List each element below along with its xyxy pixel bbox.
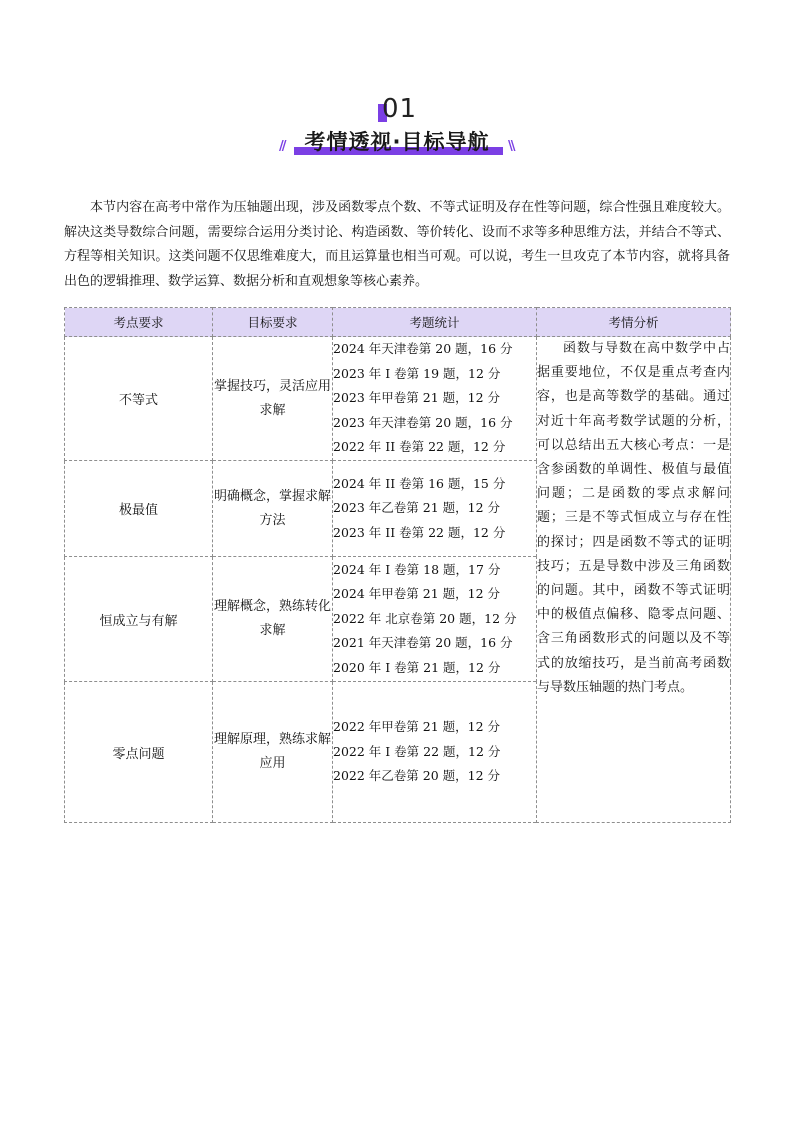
- header-stats: 考题统计: [333, 308, 537, 337]
- stat-line: 2023 年 II 卷第 22 题，12 分: [333, 524, 506, 540]
- goal-cell: 掌握技巧，灵活应用求解: [213, 337, 333, 461]
- stat-line: 2024 年甲卷第 21 题，12 分: [333, 586, 501, 602]
- stats-cell: [333, 682, 537, 823]
- topic-cell: 极最值: [65, 461, 213, 557]
- stat-line: 2023 年乙卷第 21 题，12 分: [333, 500, 501, 516]
- stat-line: 2024 年 II 卷第 16 题，15 分: [333, 475, 506, 491]
- goal-cell: 理解概念，熟练转化求解: [213, 557, 333, 682]
- goal-cell: 明确概念，掌握求解方法: [213, 461, 333, 557]
- goal-cell: 理解原理，熟练求解应用: [213, 682, 333, 823]
- analysis-cell: 函数与导数在高中数学中占据重要地位，不仅是重点考查内容，也是高等数学的基础。通过对近十年高考数学试题的分析，可以总结出五大核心考点：一是含参函数的单调性、极值与最值问题；二是函数的零点求解问题；三是不等式恒成立与存在性的探讨；四是函数不等式的证明技巧；五是导数中涉及三角函数的问题。其中，函数不等式证明中的极值点偏移、隐零点问题、含三角函数形式的问题以及不等式的放缩技巧，是当前高考函数与导数压轴题的热门考点。: [537, 337, 731, 823]
- topic-cell: 零点问题: [65, 682, 213, 823]
- header-goal: 目标要求: [213, 308, 333, 337]
- right-slash-decoration: \\: [508, 139, 514, 154]
- stats-cell: [333, 557, 537, 682]
- table-header-row: [65, 308, 731, 337]
- stats-cell: [333, 461, 537, 557]
- stat-line: 2021 年天津卷第 20 题，16 分: [333, 635, 513, 651]
- exam-analysis-table: [64, 307, 731, 823]
- section-number: 01: [382, 94, 418, 124]
- table-row: [65, 337, 731, 461]
- left-slash-decoration: //: [279, 139, 285, 154]
- topic-cell: 恒成立与有解: [65, 557, 213, 682]
- stat-line: 2022 年 北京卷第 20 题，12 分: [333, 610, 517, 626]
- stat-line: 2022 年 I 卷第 22 题，12 分: [333, 743, 501, 759]
- intro-paragraph: 本节内容在高考中常作为压轴题出现，涉及函数零点个数、不等式证明及存在性等问题，综合性强且难度较大。解决这类导数综合问题，需要综合运用分类讨论、构造函数、等价转化、设而不求等多种思维方法，并结合不等式、方程等相关知识。这类问题不仅思维难度大，而且运算量也相当可观。可以说，考生一旦攻克了本节内容，就将具备出色的逻辑推理、数学运算、数据分析和直观想象等核心素养。: [64, 200, 730, 289]
- stat-line: 2022 年 II 卷第 22 题，12 分: [333, 439, 506, 455]
- stat-line: 2020 年 I 卷第 21 题，12 分: [333, 659, 501, 675]
- stat-line: 2024 年天津卷第 20 题，16 分: [333, 341, 513, 357]
- stats-cell: [333, 337, 537, 461]
- section-title: 考情透视·目标导航: [304, 130, 490, 154]
- header-analysis: 考情分析: [537, 308, 731, 337]
- topic-cell: 不等式: [65, 337, 213, 461]
- stat-line: 2024 年 I 卷第 18 题，17 分: [333, 561, 501, 577]
- header-topic: 考点要求: [65, 308, 213, 337]
- stat-line: 2022 年甲卷第 21 题，12 分: [333, 719, 501, 735]
- stat-line: 2023 年 I 卷第 19 题，12 分: [333, 365, 501, 381]
- stat-line: 2023 年甲卷第 21 题，12 分: [333, 390, 501, 406]
- stat-line: 2022 年乙卷第 20 题，12 分: [333, 768, 501, 784]
- stat-line: 2023 年天津卷第 20 题，16 分: [333, 414, 513, 430]
